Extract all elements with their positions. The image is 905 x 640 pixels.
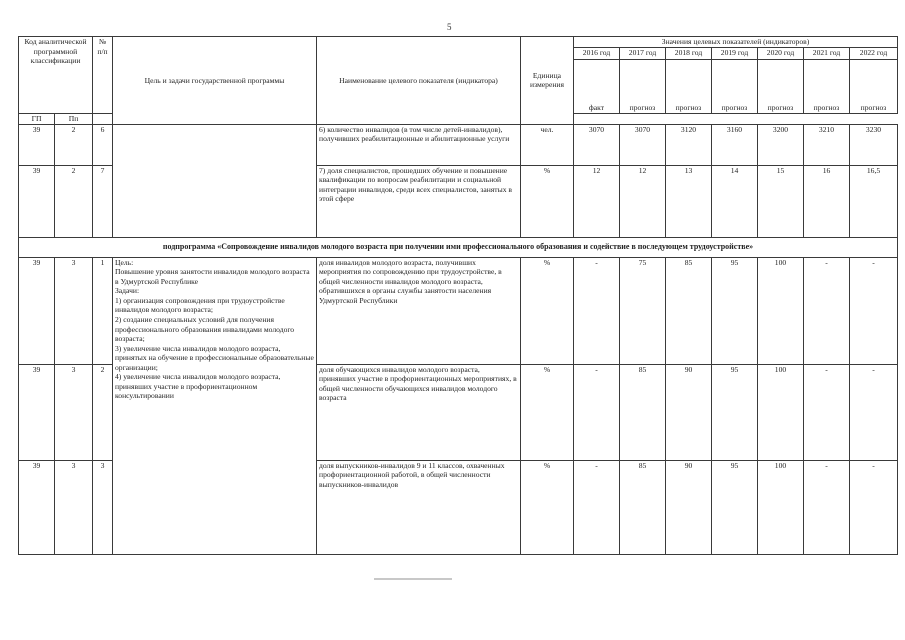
header-num-blank [93,114,113,125]
cell-gp: 39 [19,364,55,460]
header-status: прогноз [758,60,804,114]
cell-num: 7 [93,165,113,237]
cell-unit: % [521,257,574,364]
cell-num: 3 [93,460,113,554]
cell-value: 3230 [850,124,898,165]
cell-goal-tasks: Цель: Повышение уровня занятости инвалидов молодого возраста в Удмуртской Республике Задачи: 1) организация сопровождения при трудоустройстве инвалидов молодого возраста; 2) создание специальных условий для получения профессионального образования инвалидами молодого возраста; 3) увеличение числа инвалидов молодого возраста, принятых на обучение в профессиональные образовательные организации; 4) увеличение числа инвалидов молодого возраста, принявших участие в профориентационном консультировании [113,257,317,554]
cell-pp: 3 [55,460,93,554]
cell-value: - [574,257,620,364]
indicators-table [18,36,898,555]
cell-value: 16 [804,165,850,237]
cell-value: 85 [620,460,666,554]
cell-value: 100 [758,364,804,460]
cell-unit: % [521,165,574,237]
header-status: прогноз [620,60,666,114]
cell-value: 3160 [712,124,758,165]
table-row [19,257,898,364]
cell-gp: 39 [19,124,55,165]
header-year: 2016 год [574,48,620,60]
cell-indicator: доля инвалидов молодого возраста, получивших мероприятия по сопровождению при трудоустройстве, в общей численности инвалидов молодого возраста, обратившихся в органы службы занятости населения Удмуртской Республики [317,257,521,364]
cell-value: 95 [712,460,758,554]
cell-value: 3070 [574,124,620,165]
header-values: Значения целевых показателей (индикаторов) [574,37,898,48]
header-unit: Единица измерения [521,37,574,125]
cell-num: 1 [93,257,113,364]
cell-value: 16,5 [850,165,898,237]
cell-value: 3070 [620,124,666,165]
cell-pp: 3 [55,257,93,364]
header-status: факт [574,60,620,114]
subprogram-title: подпрограмма «Сопровождение инвалидов молодого возраста при получении ими профессионального образования и содействие в последующем трудоустройстве» [19,237,898,257]
cell-pp: 2 [55,124,93,165]
header-year: 2019 год [712,48,758,60]
cell-value: 85 [666,257,712,364]
header-status: прогноз [850,60,898,114]
cell-value: 3200 [758,124,804,165]
cell-value: 12 [574,165,620,237]
header-year: 2018 год [666,48,712,60]
header-year: 2017 год [620,48,666,60]
cell-value: - [804,460,850,554]
page-number: 5 [447,22,452,32]
cell-indicator: доля выпускников-инвалидов 9 и 11 классов, охваченных профориентационной работой, в общей численности выпускников-инвалидов [317,460,521,554]
cell-indicator: 6) количество инвалидов (в том числе детей-инвалидов), получивших реабилитационные и абилитационные услуги [317,124,521,165]
cell-unit: чел. [521,124,574,165]
cell-value: - [850,364,898,460]
cell-value: 14 [712,165,758,237]
header-pp: Пп [55,114,93,125]
cell-value: 100 [758,257,804,364]
cell-indicator: доля обучающихся инвалидов молодого возраста, принявших участие в профориентационных мероприятиях, в общей численности обучающихся инвалидов молодого возраста [317,364,521,460]
cell-indicator: 7) доля специалистов, прошедших обучение и повышение квалификации по вопросам реабилитации и социальной интеграции инвалидов, среди всех специалистов, занятых в этой сфере [317,165,521,237]
header-year: 2020 год [758,48,804,60]
cell-value: - [574,460,620,554]
cell-value: - [850,257,898,364]
cell-value: 15 [758,165,804,237]
header-status: прогноз [712,60,758,114]
cell-value: 3120 [666,124,712,165]
cell-gp: 39 [19,165,55,237]
cell-value: 95 [712,364,758,460]
cell-gp: 39 [19,460,55,554]
cell-unit: % [521,460,574,554]
header-year: 2021 год [804,48,850,60]
cell-value: 12 [620,165,666,237]
cell-value: - [850,460,898,554]
header-gp: ГП [19,114,55,125]
scan-artifact [374,578,452,580]
cell-value: - [804,257,850,364]
header-year: 2022 год [850,48,898,60]
cell-value: 100 [758,460,804,554]
cell-value: 3210 [804,124,850,165]
cell-goal-empty [113,124,317,237]
cell-pp: 3 [55,364,93,460]
cell-value: - [804,364,850,460]
cell-value: 95 [712,257,758,364]
cell-value: - [574,364,620,460]
table-row [19,124,898,165]
header-indicator: Наименование целевого показателя (индикатора) [317,37,521,125]
header-status: прогноз [666,60,712,114]
header-code: Код аналитической программной классификации [19,37,93,114]
header-goal: Цель и задачи государственной программы [113,37,317,125]
header-status: прогноз [804,60,850,114]
cell-pp: 2 [55,165,93,237]
cell-value: 90 [666,460,712,554]
header-num: № п/п [93,37,113,114]
cell-num: 6 [93,124,113,165]
cell-num: 2 [93,364,113,460]
cell-value: 75 [620,257,666,364]
cell-value: 13 [666,165,712,237]
cell-value: 90 [666,364,712,460]
cell-gp: 39 [19,257,55,364]
cell-value: 85 [620,364,666,460]
cell-unit: % [521,364,574,460]
